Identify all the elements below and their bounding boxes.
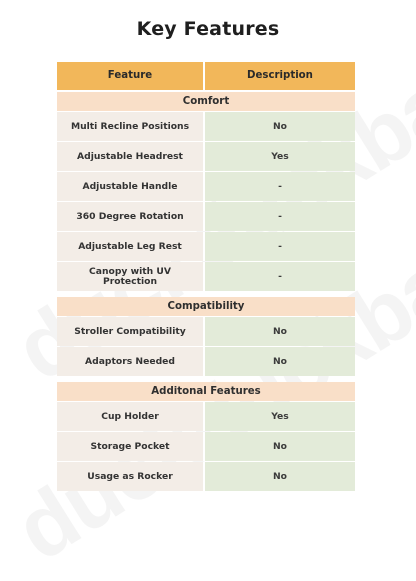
description-cell: No — [205, 432, 355, 461]
table-row — [57, 462, 355, 491]
table-row — [57, 262, 355, 291]
feature-cell: Usage as Rocker — [57, 462, 205, 491]
section-comfort: Comfort — [57, 92, 355, 111]
feature-cell: Adaptors Needed — [57, 347, 205, 376]
table-row — [57, 432, 355, 461]
table-row — [57, 347, 355, 376]
page-title: Key Features — [136, 18, 280, 40]
features-table — [57, 62, 355, 492]
description-cell: Yes — [205, 142, 355, 171]
description-cell: - — [205, 202, 355, 231]
description-cell: - — [205, 232, 355, 261]
description-cell: No — [205, 317, 355, 346]
description-cell: No — [205, 462, 355, 491]
table-row — [57, 172, 355, 201]
feature-cell: Adjustable Headrest — [57, 142, 205, 171]
header-feature: Feature — [57, 62, 205, 90]
feature-cell: Multi Recline Positions — [57, 112, 205, 141]
feature-cell: Adjustable Leg Rest — [57, 232, 205, 261]
header-description: Description — [205, 62, 355, 90]
description-cell: - — [205, 262, 355, 291]
description-cell: No — [205, 347, 355, 376]
table-row — [57, 112, 355, 141]
table-header — [57, 62, 355, 90]
table-row — [57, 317, 355, 346]
feature-cell: Canopy with UV Protection — [57, 262, 205, 291]
table-row — [57, 142, 355, 171]
description-cell: Yes — [205, 402, 355, 431]
description-cell: - — [205, 172, 355, 201]
table-row — [57, 202, 355, 231]
feature-cell: Storage Pocket — [57, 432, 205, 461]
feature-cell: Adjustable Handle — [57, 172, 205, 201]
section-compatibility: Compatibility — [57, 297, 355, 316]
section-additional-features: Additonal Features — [57, 382, 355, 401]
table-row — [57, 402, 355, 431]
feature-cell: Stroller Compatibility — [57, 317, 205, 346]
feature-cell: Cup Holder — [57, 402, 205, 431]
feature-cell: 360 Degree Rotation — [57, 202, 205, 231]
table-row — [57, 232, 355, 261]
description-cell: No — [205, 112, 355, 141]
